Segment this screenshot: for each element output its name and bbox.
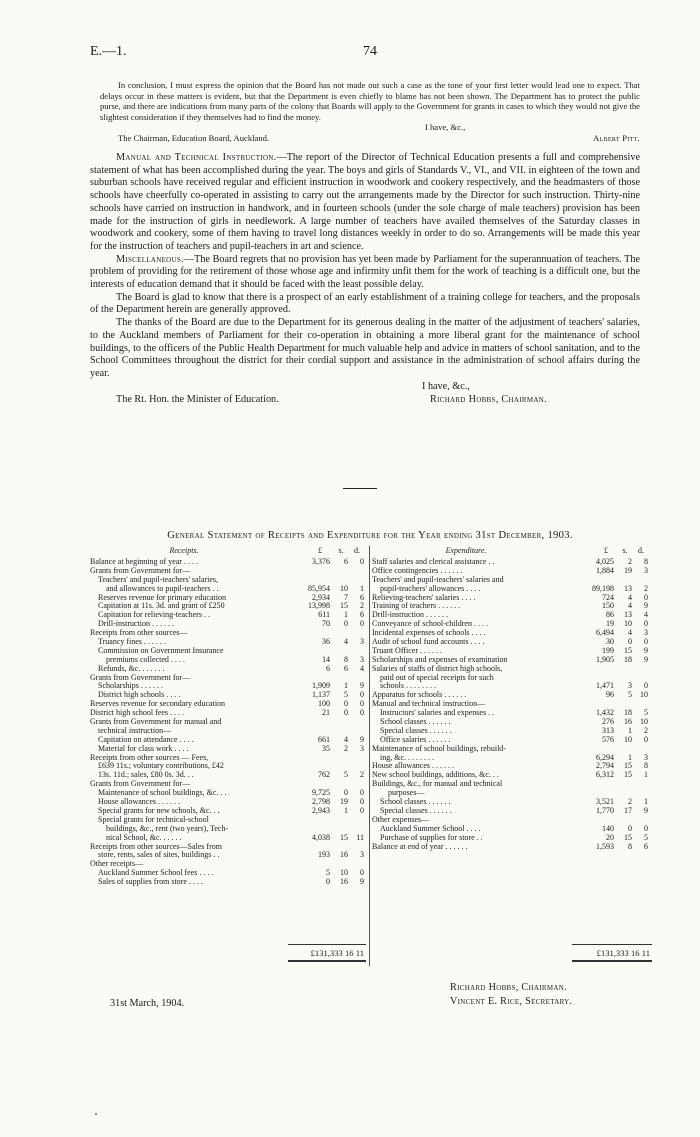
table-row bbox=[90, 834, 366, 843]
row-pence: 0 bbox=[644, 619, 648, 629]
row-pence: 0 bbox=[360, 805, 364, 815]
shillings-unit: s. bbox=[338, 546, 344, 555]
table-row bbox=[90, 807, 366, 816]
pounds-unit: £ bbox=[318, 546, 322, 555]
row-description: Special grants for technical-school bbox=[98, 815, 209, 824]
row-pounds: 576 bbox=[602, 734, 614, 744]
row-shillings: 5 bbox=[344, 690, 348, 700]
row-shillings: 7 bbox=[344, 592, 348, 602]
row-pounds: 611 bbox=[318, 610, 330, 620]
row-pence: 1 bbox=[644, 770, 648, 780]
row-shillings: 10 bbox=[340, 868, 348, 878]
row-pence: 4 bbox=[360, 663, 364, 673]
row-description: premiums collected . . . . bbox=[106, 655, 185, 664]
chairman-signature: Richard Hobbs, Chairman. bbox=[450, 982, 567, 993]
table-row bbox=[90, 709, 366, 718]
row-pounds: 1,884 bbox=[596, 565, 614, 575]
row-shillings: 8 bbox=[344, 654, 348, 664]
row-pence: 6 bbox=[360, 610, 364, 620]
body-signatory: Richard Hobbs, Chairman. bbox=[430, 393, 547, 405]
row-shillings: 1 bbox=[344, 805, 348, 815]
row-shillings: 19 bbox=[624, 565, 632, 575]
row-description: ing, &c. . . . . . . . bbox=[380, 753, 434, 762]
row-description: Apparatus for schools . . . . . . bbox=[372, 691, 467, 700]
row-shillings: 10 bbox=[624, 619, 632, 629]
row-pounds: 14 bbox=[322, 654, 330, 664]
row-description: School classes . . . . . . bbox=[380, 718, 451, 727]
row-description: Maintenance of school buildings, &c. . . bbox=[98, 789, 227, 798]
row-pence: 2 bbox=[644, 583, 648, 593]
row-pence: 9 bbox=[360, 734, 364, 744]
row-shillings: 5 bbox=[628, 690, 632, 700]
total-rule bbox=[572, 944, 652, 945]
row-description: Office contingencies . . . . . . bbox=[372, 566, 463, 575]
body-paragraph-misc bbox=[90, 254, 640, 292]
row-shillings: 18 bbox=[624, 708, 632, 718]
row-shillings: 15 bbox=[624, 770, 632, 780]
row-pence: 3 bbox=[360, 637, 364, 647]
row-description: House allowances . . . . . . bbox=[98, 798, 180, 807]
row-pence: 8 bbox=[644, 557, 648, 566]
row-pounds: 35 bbox=[322, 743, 330, 753]
row-pence: 0 bbox=[360, 557, 364, 566]
row-shillings: 10 bbox=[340, 583, 348, 593]
row-description: Receipts from other sources—Sales from bbox=[90, 842, 222, 851]
row-description: Maintenance of school buildings, rebuild- bbox=[372, 744, 506, 753]
letter-addressee: The Chairman, Education Board, Auckland. bbox=[118, 133, 270, 144]
row-description: School classes . . . . . . bbox=[380, 798, 451, 807]
row-pence: 4 bbox=[644, 610, 648, 620]
table-row bbox=[372, 691, 652, 700]
row-description: and allowances to pupil-teachers . . bbox=[106, 584, 219, 593]
row-pence: 1 bbox=[360, 583, 364, 593]
row-shillings: 17 bbox=[624, 805, 632, 815]
row-pounds: 85,954 bbox=[308, 583, 330, 593]
row-description: Commission on Government Insurance bbox=[98, 646, 224, 655]
row-pounds: 3,521 bbox=[596, 797, 614, 807]
row-pounds: 6,294 bbox=[596, 752, 614, 762]
row-shillings: 3 bbox=[628, 681, 632, 691]
row-pence: 0 bbox=[360, 699, 364, 709]
row-shillings: 1 bbox=[344, 681, 348, 691]
table-row bbox=[372, 771, 652, 780]
row-description: New school buildings, additions, &c. . . bbox=[372, 771, 499, 780]
table-row bbox=[90, 878, 366, 887]
row-pounds: 86 bbox=[606, 610, 614, 620]
row-pounds: 1,432 bbox=[596, 708, 614, 718]
table-row bbox=[90, 860, 366, 869]
row-pence: 0 bbox=[360, 797, 364, 807]
row-pence: 0 bbox=[360, 708, 364, 718]
row-shillings: 2 bbox=[628, 557, 632, 566]
row-pence: 8 bbox=[644, 761, 648, 771]
row-description: Audit of school fund accounts . . . . bbox=[372, 638, 485, 647]
row-shillings: 13 bbox=[624, 610, 632, 620]
total-double-rule bbox=[572, 960, 652, 962]
expenditure-total-value: £131,333 16 11 bbox=[596, 948, 650, 958]
letter-signature-line bbox=[100, 133, 640, 144]
row-description: purposes— bbox=[388, 789, 425, 798]
expenditure-rows bbox=[372, 558, 652, 851]
row-description: 13s. 11d.; sales, £80 0s. 3d. . . bbox=[98, 771, 194, 780]
body-closing: I have, &c., bbox=[422, 380, 470, 392]
row-pence: 2 bbox=[360, 601, 364, 611]
row-description: Special classes . . . . . . bbox=[380, 726, 452, 735]
row-pence: 5 bbox=[644, 708, 648, 718]
statement-date: 31st March, 1904. bbox=[110, 998, 185, 1009]
row-description: Capitation for relieving-teachers . . bbox=[98, 611, 210, 620]
paragraph-text: The thanks of the Board are due to the Department for its generous dealing in the matter of the adjustment of teachers' salaries, to the Auckland members of Parliament for their co-operation in obtaining a more liberal grant for the maintenance of school buildings, to the officers of the Public Health Department for much valuable help and advice in matters of school sanitation, and to the School Committees throughout the district for their cordial support and assistance in the administration of school affairs during the year. bbox=[90, 317, 640, 379]
row-pence: 10 bbox=[640, 690, 648, 700]
row-pounds: 1,471 bbox=[596, 681, 614, 691]
row-pounds: 2,798 bbox=[312, 797, 330, 807]
row-description: Manual and technical instruction— bbox=[372, 700, 486, 709]
row-pounds: 100 bbox=[318, 699, 330, 709]
row-shillings: 19 bbox=[340, 797, 348, 807]
row-pounds: 4,025 bbox=[596, 557, 614, 566]
letter-section bbox=[100, 80, 640, 144]
table-row bbox=[372, 665, 652, 674]
row-pence: 0 bbox=[644, 637, 648, 647]
row-description: Instructors' salaries and expenses . . bbox=[380, 709, 495, 718]
row-pence: 9 bbox=[644, 805, 648, 815]
row-pence: 0 bbox=[644, 681, 648, 691]
receipts-total bbox=[288, 944, 366, 966]
row-description: Staff salaries and clerical assistance . . bbox=[372, 558, 495, 566]
row-pounds: 2,934 bbox=[312, 592, 330, 602]
row-pence: 1 bbox=[644, 797, 648, 807]
document-code: E.—1. bbox=[90, 44, 127, 59]
row-description: District high school fees . . . . bbox=[90, 709, 184, 718]
body-addressee: The Rt. Hon. the Minister of Education. bbox=[116, 393, 279, 405]
row-description: £639 11s.; voluntary contributions, £42 bbox=[98, 762, 224, 771]
row-description: pupil-teachers' allowances . . . . bbox=[380, 584, 481, 593]
row-shillings: 4 bbox=[344, 734, 348, 744]
row-description: Sales of supplies from store . . . . bbox=[98, 878, 203, 887]
row-pounds: 313 bbox=[602, 725, 614, 735]
table-row bbox=[90, 771, 366, 780]
row-shillings: 15 bbox=[340, 601, 348, 611]
receipts-total-value: £131,333 16 11 bbox=[310, 948, 364, 958]
row-pounds: 89,198 bbox=[592, 583, 614, 593]
row-pounds: 6 bbox=[326, 663, 330, 673]
row-pence: 10 bbox=[640, 717, 648, 727]
row-pence: 3 bbox=[360, 850, 364, 860]
row-pounds: 20 bbox=[606, 832, 614, 842]
table-row bbox=[372, 736, 652, 745]
body-signature-line bbox=[90, 394, 640, 407]
row-pence: 3 bbox=[644, 565, 648, 575]
row-shillings: 1 bbox=[344, 610, 348, 620]
total-rule bbox=[288, 944, 366, 945]
row-description: Conveyance of school-children . . . . bbox=[372, 620, 488, 629]
pounds-unit: £ bbox=[604, 546, 608, 555]
table-row bbox=[90, 620, 366, 629]
row-pounds: 193 bbox=[318, 850, 330, 860]
row-shillings: 0 bbox=[344, 619, 348, 629]
row-pounds: 6,312 bbox=[596, 770, 614, 780]
table-row bbox=[90, 745, 366, 754]
row-description: Auckland Summer School fees . . . . bbox=[98, 869, 214, 878]
row-description: Refunds, &c. . . . . . . bbox=[98, 664, 165, 673]
row-pounds: 5 bbox=[326, 868, 330, 878]
letter-paragraph: In conclusion, I must express the opinion that the Board has not made out such a case as the tone of your first letter would lead one to expect. That delays occur in these matters is evident, but that the Department is even chiefly to blame has not been shown. The Department has to protect the public purse, and there are indications from many parts of the colony that Boards will apply to the Government for grants in cases to which they would not give the slightest consideration if they themselves had to find the money. bbox=[100, 80, 640, 122]
row-shillings: 6 bbox=[344, 557, 348, 566]
table-row bbox=[372, 843, 652, 852]
row-pounds: 2,794 bbox=[596, 761, 614, 771]
row-shillings: 0 bbox=[628, 823, 632, 833]
pence-unit: d. bbox=[354, 546, 360, 555]
row-shillings: 0 bbox=[344, 699, 348, 709]
column-divider bbox=[369, 546, 370, 966]
row-shillings: 16 bbox=[340, 877, 348, 887]
body-paragraph-thanks bbox=[90, 317, 640, 381]
row-shillings: 0 bbox=[344, 708, 348, 718]
table-row bbox=[90, 718, 366, 727]
statement-title: General Statement of Receipts and Expenditure for the Year ending 31st December, 1903. bbox=[167, 530, 573, 541]
row-description: Teachers' and pupil-teachers' salaries and bbox=[372, 575, 504, 584]
row-shillings: 4 bbox=[628, 601, 632, 611]
section-lead: Miscellaneous. bbox=[116, 253, 184, 265]
row-pounds: 30 bbox=[606, 637, 614, 647]
row-description: Drill-instruction . . . . . . bbox=[98, 620, 174, 629]
table-row bbox=[372, 780, 652, 789]
row-shillings: 10 bbox=[624, 734, 632, 744]
row-pence: 3 bbox=[360, 743, 364, 753]
row-shillings: 6 bbox=[344, 663, 348, 673]
row-shillings: 4 bbox=[344, 637, 348, 647]
row-description: Purchase of supplies for store . . bbox=[380, 833, 483, 842]
row-description: Relieving-teachers' salaries . . . . bbox=[372, 593, 476, 602]
receipts-heading: Receipts. bbox=[169, 546, 199, 555]
table-row bbox=[90, 656, 366, 665]
row-description: paid out of special receipts for such bbox=[380, 673, 494, 682]
row-pence: 0 bbox=[360, 619, 364, 629]
row-pounds: 1,905 bbox=[596, 654, 614, 664]
receipts-column bbox=[90, 546, 366, 887]
row-description: Office salaries . . . . . . bbox=[380, 735, 451, 744]
row-pence: 9 bbox=[644, 654, 648, 664]
total-double-rule bbox=[288, 960, 366, 962]
row-description: Other expenses— bbox=[372, 815, 430, 824]
table-row bbox=[90, 567, 366, 576]
row-pounds: 4,038 bbox=[312, 832, 330, 842]
row-description: Receipts from other sources — Fees, bbox=[90, 753, 209, 762]
table-row bbox=[372, 807, 652, 816]
letter-signatory: Albert Pitt. bbox=[593, 133, 640, 144]
row-description: Balance at beginning of year . . . . bbox=[90, 558, 198, 566]
body-closing-line bbox=[90, 381, 640, 394]
row-description: Teachers' and pupil-teachers' salaries, bbox=[98, 575, 219, 584]
row-description: Special classes . . . . . . bbox=[380, 806, 452, 815]
table-row bbox=[90, 665, 366, 674]
row-description: Reserves revenue for primary education bbox=[98, 593, 226, 602]
row-description: Salaries of staffs of district high schools, bbox=[372, 664, 503, 673]
table-row bbox=[372, 567, 652, 576]
row-shillings: 16 bbox=[624, 717, 632, 727]
paragraph-text: —The Board regrets that no provision has yet been made by Parliament for the superannuation of teachers. The problem of providing for the retirement of those whose age and infirmity unfit them for the work of teaching is a difficult one, but the interests of education demand that it should be faced with the least possible delay. bbox=[90, 253, 640, 291]
row-description: Capitation on attendance . . . . bbox=[98, 735, 194, 744]
row-pounds: 6,494 bbox=[596, 628, 614, 638]
row-description: Grants from Government for— bbox=[90, 673, 191, 682]
page-header bbox=[90, 44, 650, 64]
row-shillings: 0 bbox=[628, 637, 632, 647]
paragraph-text: —The report of the Director of Technical Education presents a full and comprehensive statement of what has been accomplished during the year. The boys and girls of Standards V., VI., and VII. in eighteen of the town and suburban schools have received regular and efficient instruction in woodwork and cookery respectively, and the headmasters of those schools have cheerfully co-operated in assisting to carry out the arrangements made by the Director for such instruction. Thirty-nine schools have carried on instruction in handwork, and in fourteen schools (under the sole charge of male teachers) provision has been made for the instruction of girls in needlework. A large number of teachers have availed themselves of the Saturday classes in woodwork and cookery, some of them having to travel long distances weekly in order to do so. Arrangements will be made this year for the instruction of teachers and pupil-teachers in art and science. bbox=[90, 152, 640, 252]
row-shillings: 15 bbox=[340, 832, 348, 842]
table-row bbox=[90, 754, 366, 763]
row-description: Grants from Government for— bbox=[90, 566, 191, 575]
row-pounds: 96 bbox=[606, 690, 614, 700]
row-description: Reserves revenue for secondary education bbox=[90, 700, 226, 709]
pence-unit: d. bbox=[638, 546, 644, 555]
row-pounds: 1,137 bbox=[312, 690, 330, 700]
paragraph-text: The Board is glad to know that there is a prospect of an early establishment of a training college for teachers, and the proposals of the Department herein are generally approved. bbox=[90, 291, 640, 316]
financial-statement bbox=[90, 546, 652, 966]
row-shillings: 1 bbox=[628, 752, 632, 762]
body-paragraph-training bbox=[90, 292, 640, 317]
row-description: nical School, &c. . . . . . bbox=[106, 833, 182, 842]
row-pence: 0 bbox=[644, 734, 648, 744]
row-pounds: 1,593 bbox=[596, 841, 614, 851]
row-description: technical instruction— bbox=[98, 726, 172, 735]
report-body bbox=[90, 152, 640, 407]
row-pounds: 21 bbox=[322, 708, 330, 718]
row-description: buildings, &c., rent (two years), Tech- bbox=[106, 824, 229, 833]
row-pence: 9 bbox=[360, 681, 364, 691]
row-pence: 0 bbox=[360, 690, 364, 700]
row-description: Capitation at 11s. 3d. and grant of £250 bbox=[98, 602, 225, 611]
row-description: Scholarships and expenses of examination bbox=[372, 655, 508, 664]
expenditure-total bbox=[572, 944, 652, 966]
row-shillings: 15 bbox=[624, 832, 632, 842]
row-pounds: 199 bbox=[602, 645, 614, 655]
row-shillings: 2 bbox=[344, 743, 348, 753]
row-shillings: 15 bbox=[624, 645, 632, 655]
expenditure-heading: Expenditure. bbox=[445, 546, 487, 555]
row-description: District high schools . . . . bbox=[98, 691, 181, 700]
body-paragraph-manual bbox=[90, 152, 640, 254]
row-description: Truancy fines . . . . . . bbox=[98, 638, 166, 647]
row-pounds: 9,725 bbox=[312, 788, 330, 798]
row-pence: 5 bbox=[644, 832, 648, 842]
row-description: Training of teachers . . . . . . bbox=[372, 602, 461, 611]
row-shillings: 4 bbox=[628, 592, 632, 602]
row-description: Incidental expenses of schools . . . . bbox=[372, 629, 486, 638]
row-shillings: 2 bbox=[628, 797, 632, 807]
row-pounds: 3,376 bbox=[312, 557, 330, 566]
row-pounds: 1,909 bbox=[312, 681, 330, 691]
row-pence: 3 bbox=[644, 752, 648, 762]
row-pence: 2 bbox=[360, 770, 364, 780]
row-description: Special grants for new schools, &c. . . bbox=[98, 806, 220, 815]
row-pence: 0 bbox=[360, 788, 364, 798]
row-pounds: 13,998 bbox=[308, 601, 330, 611]
row-description: House allowances . . . . . . bbox=[372, 762, 454, 771]
receipts-rows bbox=[90, 558, 366, 887]
row-description: Buildings, &c., for manual and technical bbox=[372, 780, 503, 789]
row-pounds: 70 bbox=[322, 619, 330, 629]
row-pence: 11 bbox=[356, 832, 364, 842]
row-pence: 9 bbox=[360, 877, 364, 887]
row-description: schools . . . . . . . . bbox=[380, 682, 436, 691]
row-description: Balance at end of year . . . . . . bbox=[372, 842, 468, 851]
row-pounds: 2,943 bbox=[312, 805, 330, 815]
row-pence: 0 bbox=[644, 823, 648, 833]
expenditure-column bbox=[372, 546, 652, 851]
row-pounds: 724 bbox=[602, 592, 614, 602]
row-description: Scholarships . . . . . . bbox=[98, 682, 163, 691]
row-pounds: 150 bbox=[602, 601, 614, 611]
row-shillings: 15 bbox=[624, 761, 632, 771]
row-pence: 3 bbox=[644, 628, 648, 638]
letter-closing-line bbox=[100, 122, 640, 133]
row-pence: 2 bbox=[644, 725, 648, 735]
table-row bbox=[90, 638, 366, 647]
row-pence: 6 bbox=[644, 841, 648, 851]
shillings-unit: s. bbox=[622, 546, 628, 555]
row-shillings: 5 bbox=[344, 770, 348, 780]
row-pence: 0 bbox=[644, 592, 648, 602]
row-pence: 3 bbox=[360, 654, 364, 664]
row-pence: 9 bbox=[644, 601, 648, 611]
row-pence: 9 bbox=[644, 645, 648, 655]
row-description: Material for class work . . . . bbox=[98, 744, 189, 753]
row-description: Drill-instruction . . . . . . bbox=[372, 611, 448, 620]
row-pounds: 661 bbox=[318, 734, 330, 744]
row-pounds: 276 bbox=[602, 717, 614, 727]
table-row bbox=[372, 656, 652, 665]
section-divider bbox=[343, 488, 377, 489]
row-shillings: 8 bbox=[628, 841, 632, 851]
table-row bbox=[90, 558, 366, 567]
row-pounds: 1,770 bbox=[596, 805, 614, 815]
row-shillings: 0 bbox=[344, 788, 348, 798]
row-description: Receipts from other sources— bbox=[90, 629, 188, 638]
row-pence: 0 bbox=[360, 868, 364, 878]
row-shillings: 16 bbox=[340, 850, 348, 860]
row-description: store, rents, sales of sites, buildings . . bbox=[98, 851, 220, 860]
row-description: Grants from Government for manual and bbox=[90, 718, 222, 727]
row-pounds: 762 bbox=[318, 770, 330, 780]
row-pounds: 36 bbox=[322, 637, 330, 647]
row-shillings: 18 bbox=[624, 654, 632, 664]
row-pence: 6 bbox=[360, 592, 364, 602]
table-row bbox=[90, 869, 366, 878]
letter-closing: I have, &c., bbox=[425, 122, 466, 133]
row-pounds: 19 bbox=[606, 619, 614, 629]
row-shillings: 4 bbox=[628, 628, 632, 638]
table-row bbox=[90, 851, 366, 860]
row-shillings: 1 bbox=[628, 725, 632, 735]
row-pounds: 0 bbox=[326, 877, 330, 887]
row-description: Other receipts— bbox=[90, 860, 144, 869]
row-description: Auckland Summer School . . . . bbox=[380, 824, 481, 833]
page-mark bbox=[95, 1113, 97, 1115]
page-number: 74 bbox=[363, 44, 377, 59]
row-shillings: 13 bbox=[624, 583, 632, 593]
secretary-signature: Vincent E. Rice, Secretary. bbox=[450, 996, 573, 1007]
row-description: Grants from Government for— bbox=[90, 780, 191, 789]
row-description: Truant Officer . . . . . . bbox=[372, 646, 442, 655]
row-pounds: 140 bbox=[602, 823, 614, 833]
table-row bbox=[90, 816, 366, 825]
section-lead: Manual and Technical Instruction. bbox=[116, 152, 277, 163]
